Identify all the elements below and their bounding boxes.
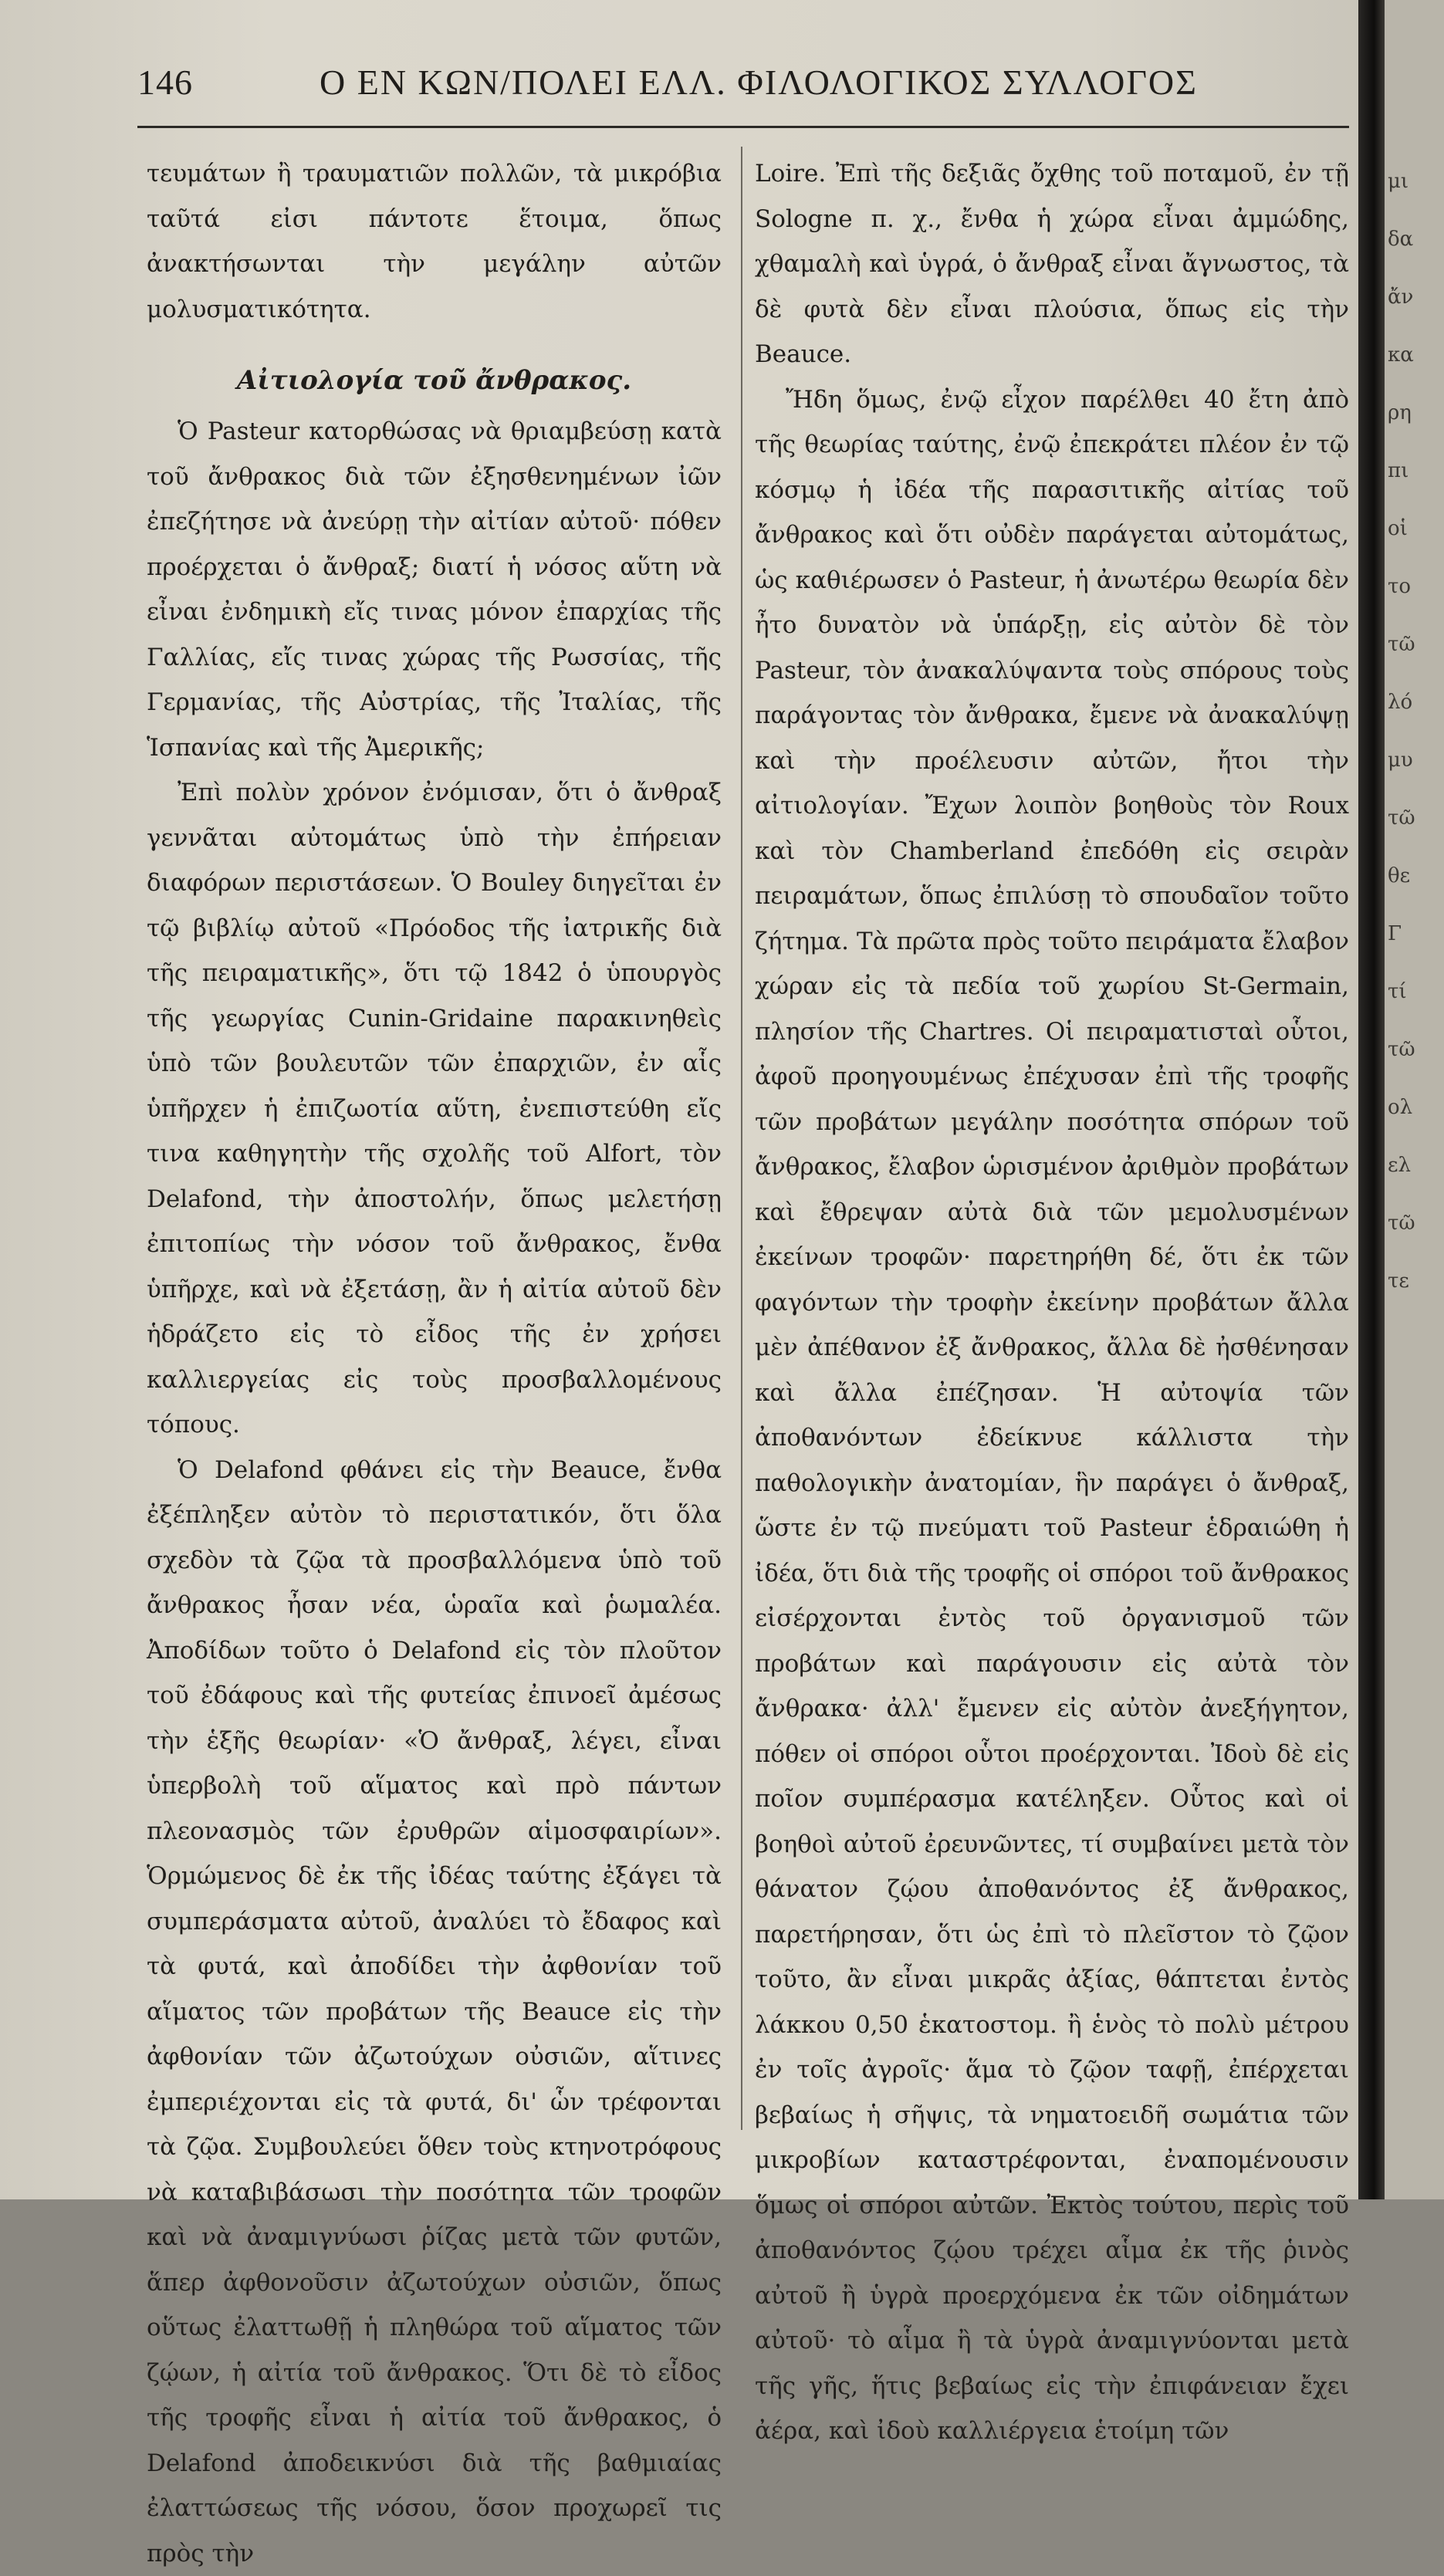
next-page-fragment: μι <box>1388 170 1408 193</box>
next-page-fragment: τῶ <box>1388 1038 1415 1061</box>
header-rule <box>137 126 1349 128</box>
next-page-edge <box>1385 0 1444 2199</box>
left-column <box>147 151 722 2576</box>
book-binding-shadow <box>1358 0 1385 2199</box>
next-page-fragment: πι <box>1388 459 1408 482</box>
right-column <box>755 151 1349 2454</box>
next-page-fragment: δα <box>1388 228 1413 251</box>
next-page-fragment: ἄν <box>1388 286 1413 309</box>
column-divider <box>741 147 742 2130</box>
paragraph-continuation: τευμάτων ἢ τραυματιῶν πολλῶν, τὰ μικρόβια ταῦτά εἰσι πάντοτε ἕτοιμα, ὅπως ἀνακτήσωνται τὴν μεγάλην αὐτῶν μολυσματικότητα. <box>147 151 722 332</box>
next-page-fragment: λό <box>1388 691 1412 714</box>
next-page-fragment: κα <box>1388 343 1414 367</box>
next-page-fragment: τῶ <box>1388 1212 1415 1235</box>
paragraph: Ὁ Delafond φθάνει εἰς τὴν Beauce, ἔνθα ἐξέπληξεν αὐτὸν τὸ περιστατικόν, ὅτι ὅλα σχεδὸν τὰ ζῷα τὰ προσβαλλόμενα ὑπὸ τοῦ ἄνθρακος ἦσαν νέα, ὡραῖα καὶ ῥωμαλέα. Ἀποδίδων τοῦτο ὁ Delafond εἰς τὸν πλοῦτον τοῦ ἐδάφους καὶ τῆς φυτείας ἐπινοεῖ ἀμέσως τὴν ἑξῆς θεωρίαν· «Ὁ ἄνθραξ, λέγει, εἶναι ὑπερβολὴ τοῦ αἵματος καὶ πρὸ πάντων πλεονασμὸς τῶν ἐρυθρῶν αἱμοσφαιρίων». Ὁρμώμενος δὲ ἐκ τῆς ἰδέας ταύτης ἐξάγει τὰ συμπεράσματα αὐτοῦ, ἀναλύει τὸ ἔδαφος καὶ τὰ φυτά, καὶ ἀποδίδει τὴν ἀφθονίαν τοῦ αἵματος τῶν προβάτων τῆς Beauce εἰς τὴν ἀφθονίαν τῶν ἀζωτούχων οὐσιῶν, αἵτινες ἐμπεριέχονται εἰς τὰ φυτά, δι' ὧν τρέφονται τὰ ζῷα. Συμβουλεύει ὅθεν τοὺς κτηνοτρόφους νὰ καταβιβάσωσι τὴν ποσότητα τῶν τροφῶν καὶ νὰ ἀναμιγνύωσι ῥίζας μετὰ τῶν φυτῶν, ἅπερ ἀφθονοῦσιν ἀζωτούχων οὐσιῶν, ὅπως οὕτως ἐλαττωθῇ ἡ πληθώρα τοῦ αἵματος τῶν ζῴων, ἡ αἰτία τοῦ ἄνθρακος. Ὅτι δὲ τὸ εἶδος τῆς τροφῆς εἶναι ἡ αἰτία τοῦ ἄνθρακος, ὁ Delafond ἀποδεικνύσι διὰ τῆς βαθμιαίας ἐλαττώσεως τῆς νόσου, ὅσον προχωρεῖ τις πρὸς τὴν <box>147 1448 722 2576</box>
page-header <box>137 62 1218 108</box>
next-page-fragment: ολ <box>1388 1096 1412 1119</box>
section-heading: Αἰτιολογία τοῦ ἄνθρακος. <box>147 358 722 403</box>
running-head: Ο ΕΝ ΚΩΝ/ΠΟΛΕΙ ΕΛΛ. ΦΙΛΟΛΟΓΙΚΟΣ ΣΥΛΛΟΓΟΣ <box>320 62 1198 103</box>
next-page-fragment: τῶ <box>1388 806 1415 830</box>
paragraph: Ἤδη ὅμως, ἐνῷ εἶχον παρέλθει 40 ἔτη ἀπὸ τῆς θεωρίας ταύτης, ἐνῷ ἐπεκράτει πλέον ἐν τῷ κόσμῳ ἡ ἰδέα τῆς παρασιτικῆς αἰτίας τοῦ ἄνθρακος καὶ ὅτι οὐδὲν παράγεται αὐτομάτως, ὡς καθιέρωσεν ὁ Pasteur, ἡ ἀνωτέρω θεωρία δὲν ἦτο δυνατὸν νὰ ὑπάρξῃ, εἰς αὐτὸν δὲ τὸν Pasteur, τὸν ἀνακαλύψαντα τοὺς σπόρους τοὺς παράγοντας τὸν ἄνθρακα, ἔμενε νὰ ἀνακαλύψῃ καὶ τὴν προέλευσιν αὐτῶν, ἤτοι τὴν αἰτιολογίαν. Ἔχων λοιπὸν βοηθοὺς τὸν Roux καὶ τὸν Chamberland ἐπεδόθη εἰς σειρὰν πειραμάτων, ὅπως ἐπιλύσῃ τὸ σπουδαῖον τοῦτο ζήτημα. Τὰ πρῶτα πρὸς τοῦτο πειράματα ἔλαβον χώραν εἰς τὰ πεδία τοῦ χωρίου St-Germain, πλησίον τῆς Chartres. Οἱ πειραματισταὶ οὗτοι, ἀφοῦ προηγουμένως ἐπέχυσαν ἐπὶ τῆς τροφῆς τῶν προβάτων μεγάλην ποσότητα σπόρων τοῦ ἄνθρακος, ἔλαβον ὡρισμένον ἀριθμὸν προβάτων καὶ ἔθρεψαν αὐτὰ διὰ τῶν μεμολυσμένων ἐκείνων τροφῶν· παρετηρήθη δέ, ὅτι ἐκ τῶν φαγόντων τὴν τροφὴν ἐκείνην προβάτων ἄλλα μὲν ἀπέθανον ἐξ ἄνθρακος, ἄλλα δὲ ἠσθένησαν καὶ ἄλλα ἐπέζησαν. Ἡ αὐτοψία τῶν ἀποθανόντων ἐδείκνυε κάλλιστα τὴν παθολογικὴν ἀνατομίαν, ἣν παράγει ὁ ἄνθραξ, ὥστε ἐν τῷ πνεύματι τοῦ Pasteur ἑδραιώθη ἡ ἰδέα, ὅτι διὰ τῆς τροφῆς οἱ σπόροι τοῦ ἄνθρακος εἰσέρχονται ἐντὸς τοῦ ὀργανισμοῦ τῶν προβάτων καὶ παράγουσιν εἰς αὐτὰ τὸν ἄνθρακα· ἀλλ' ἔμενεν εἰς αὐτὸν ἀνεξήγητον, πόθεν οἱ σπόροι οὗτοι προέρχονται. Ἰδοὺ δὲ εἰς ποῖον συμπέρασμα κατέληξεν. Οὗτος καὶ οἱ βοηθοὶ αὐτοῦ ἐρευνῶντες, τί συμβαίνει μετὰ τὸν θάνατον ζῴου ἀποθανόντος ἐξ ἄνθρακος, παρετήρησαν, ὅτι ὡς ἐπὶ τὸ πλεῖστον τὸ ζῷον τοῦτο, ἂν εἶναι μικρᾶς ἀξίας, θάπτεται ἐντὸς λάκκου 0,50 ἑκατοστομ. ἢ ἑνὸς τὸ πολὺ μέτρου ἐν τοῖς ἀγροῖς· ἅμα τὸ ζῷον ταφῇ, ἐπέρχεται βεβαίως ἡ σῆψις, τὰ νηματοειδῆ σωμάτια τῶν μικροβίων καταστρέφονται, ἐναπομένουσιν ὅμως οἱ σπόροι αὐτῶν. Ἐκτὸς τούτου, περὶς τοῦ ἀποθανόντος ζῴου τρέχει αἷμα ἐκ τῆς ῥινὸς αὐτοῦ ἢ ὑγρὰ προερχόμενα ἐκ τῶν οἰδημάτων αὐτοῦ· τὸ αἷμα ἢ τὰ ὑγρὰ ἀναμιγνύονται μετὰ τῆς γῆς, ἥτις βεβαίως εἰς τὴν ἐπιφάνειαν ἔχει ἀέρα, καὶ ἰδοὺ καλλιέργεια ἑτοίμη τῶν <box>755 377 1349 2454</box>
next-page-fragment: ελ <box>1388 1154 1411 1177</box>
next-page-fragment: ρη <box>1388 401 1412 424</box>
next-page-fragment: θε <box>1388 864 1410 887</box>
next-page-fragment: Γ <box>1388 922 1402 945</box>
next-page-fragment: τῶ <box>1388 633 1415 656</box>
next-page-fragment: οἱ <box>1388 517 1408 540</box>
next-page-fragment: τε <box>1388 1269 1409 1293</box>
next-page-fragment: το <box>1388 575 1411 598</box>
paragraph-continuation: Loire. Ἐπὶ τῆς δεξιᾶς ὄχθης τοῦ ποταμοῦ, ἐν τῇ Sologne π. χ., ἔνθα ἡ χώρα εἶναι ἀμμώδης, χθαμαλὴ καὶ ὑγρά, ὁ ἄνθραξ εἶναι ἄγνωστος, τὰ δὲ φυτὰ δὲν εἶναι πλούσια, ὅπως εἰς τὴν Beauce. <box>755 151 1349 377</box>
next-page-fragment: τί <box>1388 980 1407 1003</box>
paragraph: Ὁ Pasteur κατορθώσας νὰ θριαμβεύσῃ κατὰ τοῦ ἄνθρακος διὰ τῶν ἐξησθενημένων ἰῶν ἐπεζήτησε νὰ ἀνεύρῃ τὴν αἰτίαν αὐτοῦ· πόθεν προέρχεται ὁ ἄνθραξ; διατί ἡ νόσος αὕτη νὰ εἶναι ἐνδημικὴ εἴς τινας μόνον ἐπαρχίας τῆς Γαλλίας, εἴς τινας χώρας τῆς Ρωσσίας, τῆς Γερμανίας, τῆς Αὐστρίας, τῆς Ἰταλίας, τῆς Ἱσπανίας καὶ τῆς Ἀμερικῆς; <box>147 409 722 770</box>
next-page-fragment: μυ <box>1388 749 1413 772</box>
page-number: 146 <box>137 62 193 103</box>
paragraph: Ἐπὶ πολὺν χρόνον ἐνόμισαν, ὅτι ὁ ἄνθραξ γεννᾶται αὐτομάτως ὑπὸ τὴν ἐπήρειαν διαφόρων περιστάσεων. Ὁ Bouley διηγεῖται ἐν τῷ βιβλίῳ αὐτοῦ «Πρόοδος τῆς ἰατρικῆς διὰ τῆς πειραματικῆς», ὅτι τῷ 1842 ὁ ὑπουργὸς τῆς γεωργίας Cunin-Gridaine παρακινηθεὶς ὑπὸ τῶν βουλευτῶν τῶν ἐπαρχιῶν, ἐν αἷς ὑπῆρχεν ἡ ἐπιζωοτία αὕτη, ἐνεπιστεύθη εἴς τινα καθηγητὴν τῆς σχολῆς τοῦ Alfort, τὸν Delafond, τὴν ἀποστολήν, ὅπως μελετήσῃ ἐπιτοπίως τὴν νόσον τοῦ ἄνθρακος, ἔνθα ὑπῆρχε, καὶ νὰ ἐξετάσῃ, ἂν ἡ αἰτία αὐτοῦ δὲν ἡδράζετο εἰς τὸ εἶδος τῆς ἐν χρήσει καλλιεργείας εἰς τοὺς προσβαλλομένους τόπους. <box>147 770 722 1448</box>
